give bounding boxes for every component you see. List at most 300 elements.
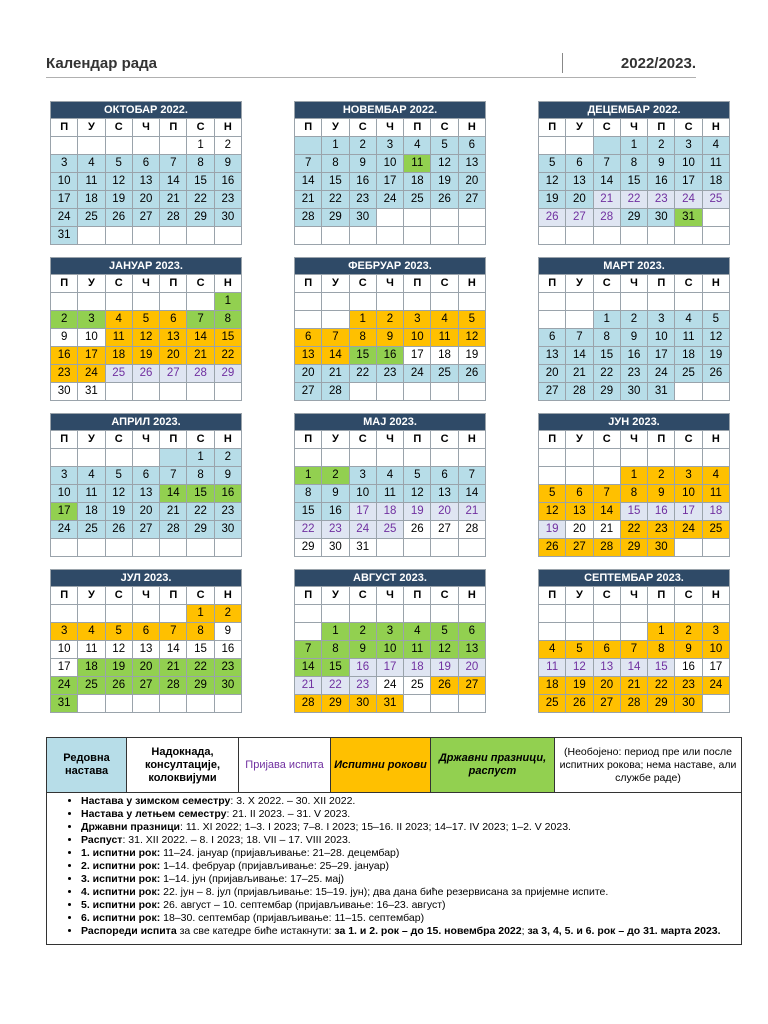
month-title: АПРИЛ 2023. — [51, 414, 242, 431]
day-cell: 9 — [214, 155, 241, 173]
weekday-header: У — [566, 431, 593, 449]
day-cell: 21 — [160, 503, 187, 521]
day-cell: 26 — [431, 677, 458, 695]
note-text: : 3. X 2022. – 30. XII 2022. — [230, 795, 356, 807]
day-cell — [404, 605, 431, 623]
day-cell: 9 — [51, 329, 78, 347]
day-cell: 29 — [648, 695, 675, 713]
day-cell: 26 — [105, 521, 132, 539]
day-cell: 4 — [78, 155, 105, 173]
day-cell — [295, 227, 322, 245]
day-cell: 13 — [593, 659, 620, 677]
weekday-header: П — [648, 431, 675, 449]
day-cell: 23 — [620, 365, 647, 383]
day-cell: 5 — [539, 155, 566, 173]
day-cell: 15 — [593, 347, 620, 365]
day-cell — [539, 137, 566, 155]
day-cell — [78, 695, 105, 713]
weekday-header: П — [539, 431, 566, 449]
day-cell — [404, 293, 431, 311]
day-cell: 21 — [187, 347, 214, 365]
day-cell: 27 — [593, 695, 620, 713]
month-calendar — [50, 569, 242, 713]
day-cell: 30 — [51, 383, 78, 401]
weekday-header: П — [160, 275, 187, 293]
day-cell: 12 — [458, 329, 485, 347]
note-text: : 21. II 2023. – 31. V 2023. — [226, 808, 351, 820]
day-cell: 6 — [566, 485, 593, 503]
day-cell: 5 — [458, 311, 485, 329]
note-text: ; — [521, 925, 528, 937]
day-cell — [404, 539, 431, 557]
month-calendar — [294, 569, 486, 713]
day-cell: 10 — [702, 641, 729, 659]
day-cell: 2 — [214, 605, 241, 623]
day-cell: 21 — [566, 365, 593, 383]
day-cell: 13 — [132, 641, 159, 659]
day-cell: 31 — [78, 383, 105, 401]
day-cell: 27 — [132, 677, 159, 695]
day-cell: 22 — [620, 521, 647, 539]
day-cell: 30 — [214, 677, 241, 695]
day-cell: 7 — [160, 467, 187, 485]
note-label: 4. испитни рок: — [81, 886, 161, 898]
weekday-header: С — [105, 119, 132, 137]
day-cell — [322, 293, 349, 311]
day-cell: 16 — [349, 173, 376, 191]
weekday-header: Н — [214, 119, 241, 137]
weekday-header: П — [539, 275, 566, 293]
day-cell: 1 — [322, 137, 349, 155]
day-cell — [349, 449, 376, 467]
day-cell — [675, 293, 702, 311]
day-cell: 1 — [187, 449, 214, 467]
day-cell: 26 — [566, 695, 593, 713]
month-calendar — [538, 257, 730, 401]
day-cell — [458, 383, 485, 401]
day-cell — [132, 449, 159, 467]
day-cell: 27 — [160, 365, 187, 383]
day-cell: 8 — [322, 641, 349, 659]
day-cell: 22 — [295, 521, 322, 539]
day-cell: 7 — [566, 329, 593, 347]
day-cell: 1 — [593, 311, 620, 329]
day-cell: 14 — [187, 329, 214, 347]
day-cell: 17 — [376, 659, 403, 677]
day-cell — [160, 539, 187, 557]
day-cell — [404, 449, 431, 467]
day-cell: 22 — [322, 677, 349, 695]
day-cell: 4 — [702, 467, 729, 485]
legend-makeup: Надокнада, консултације, колоквијуми — [127, 738, 239, 793]
day-cell: 11 — [78, 173, 105, 191]
day-cell: 24 — [702, 677, 729, 695]
day-cell — [187, 539, 214, 557]
day-cell: 10 — [51, 485, 78, 503]
day-cell: 19 — [132, 347, 159, 365]
weekday-header: П — [295, 275, 322, 293]
day-cell — [295, 311, 322, 329]
day-cell: 3 — [675, 137, 702, 155]
day-cell — [593, 449, 620, 467]
weekday-header: Ч — [620, 119, 647, 137]
day-cell: 23 — [648, 191, 675, 209]
day-cell: 6 — [132, 155, 159, 173]
day-cell: 9 — [620, 329, 647, 347]
day-cell: 9 — [322, 485, 349, 503]
legend-registration: Пријава испита — [239, 738, 331, 793]
weekday-header: С — [349, 119, 376, 137]
weekday-header: С — [675, 431, 702, 449]
day-cell: 30 — [214, 209, 241, 227]
day-cell: 23 — [648, 521, 675, 539]
day-cell — [620, 623, 647, 641]
day-cell — [214, 227, 241, 245]
day-cell: 12 — [105, 641, 132, 659]
day-cell — [620, 605, 647, 623]
day-cell: 21 — [160, 191, 187, 209]
month-title: МАРТ 2023. — [539, 258, 730, 275]
day-cell: 30 — [620, 383, 647, 401]
day-cell: 13 — [539, 347, 566, 365]
day-cell: 29 — [214, 365, 241, 383]
weekday-header: П — [51, 275, 78, 293]
day-cell: 25 — [702, 521, 729, 539]
day-cell: 25 — [404, 191, 431, 209]
day-cell: 20 — [132, 191, 159, 209]
day-cell: 15 — [322, 659, 349, 677]
day-cell — [105, 293, 132, 311]
day-cell: 25 — [78, 677, 105, 695]
day-cell: 8 — [620, 485, 647, 503]
day-cell — [593, 605, 620, 623]
day-cell: 30 — [648, 209, 675, 227]
day-cell: 13 — [132, 173, 159, 191]
day-cell — [675, 383, 702, 401]
day-cell — [566, 227, 593, 245]
note-text: : 11. XI 2022; 1–3. I 2023; 7–8. I 2023; 15–16. II 2023; 14–17. IV 2023; 1–2. V 2023. — [180, 821, 571, 833]
day-cell: 29 — [322, 209, 349, 227]
note-text: 11–24. јануар (пријављивање: 21–28. децембар) — [160, 847, 400, 859]
weekday-header: П — [404, 119, 431, 137]
day-cell: 14 — [160, 173, 187, 191]
day-cell: 3 — [51, 155, 78, 173]
weekday-header: У — [566, 119, 593, 137]
day-cell: 21 — [458, 503, 485, 521]
day-cell: 12 — [702, 329, 729, 347]
day-cell — [105, 137, 132, 155]
weekday-header: Н — [702, 119, 729, 137]
day-cell: 5 — [431, 137, 458, 155]
weekday-header: У — [322, 587, 349, 605]
weekday-header: П — [51, 431, 78, 449]
day-cell — [539, 467, 566, 485]
day-cell: 23 — [51, 365, 78, 383]
weekday-header: С — [349, 431, 376, 449]
day-cell: 28 — [458, 521, 485, 539]
note-item — [81, 808, 737, 821]
day-cell: 29 — [295, 539, 322, 557]
day-cell: 5 — [132, 311, 159, 329]
day-cell: 4 — [702, 137, 729, 155]
day-cell: 10 — [404, 329, 431, 347]
day-cell: 10 — [51, 641, 78, 659]
day-cell: 7 — [295, 641, 322, 659]
month-title: СЕПТЕМБАР 2023. — [539, 570, 730, 587]
day-cell: 26 — [132, 365, 159, 383]
day-cell: 5 — [105, 155, 132, 173]
day-cell: 15 — [322, 173, 349, 191]
day-cell: 12 — [132, 329, 159, 347]
day-cell — [566, 449, 593, 467]
day-cell: 11 — [431, 329, 458, 347]
day-cell: 30 — [648, 539, 675, 557]
day-cell: 13 — [566, 173, 593, 191]
month-title: НОВЕМБАР 2022. — [295, 102, 486, 119]
note-text: 1–14. фебруар (пријављивање: 25–29. јануар) — [160, 860, 389, 872]
day-cell — [132, 227, 159, 245]
day-cell: 8 — [214, 311, 241, 329]
day-cell — [702, 383, 729, 401]
day-cell: 23 — [675, 677, 702, 695]
weekday-header: С — [187, 119, 214, 137]
weekday-header: С — [105, 275, 132, 293]
day-cell — [132, 539, 159, 557]
day-cell: 25 — [376, 521, 403, 539]
day-cell — [648, 605, 675, 623]
day-cell: 18 — [78, 503, 105, 521]
day-cell: 16 — [51, 347, 78, 365]
day-cell: 18 — [404, 173, 431, 191]
day-cell: 27 — [458, 191, 485, 209]
day-cell: 15 — [620, 173, 647, 191]
day-cell: 2 — [349, 137, 376, 155]
day-cell — [593, 137, 620, 155]
day-cell — [648, 227, 675, 245]
day-cell — [295, 137, 322, 155]
day-cell — [105, 539, 132, 557]
day-cell: 7 — [160, 623, 187, 641]
day-cell — [458, 695, 485, 713]
day-cell: 8 — [349, 329, 376, 347]
day-cell: 3 — [648, 311, 675, 329]
month-title: ЈАНУАР 2023. — [51, 258, 242, 275]
day-cell: 22 — [187, 503, 214, 521]
day-cell — [51, 605, 78, 623]
weekday-header: Н — [458, 275, 485, 293]
day-cell — [431, 227, 458, 245]
month-calendar — [50, 101, 242, 245]
day-cell: 6 — [458, 623, 485, 641]
day-cell: 5 — [431, 623, 458, 641]
day-cell — [539, 311, 566, 329]
month-calendar — [294, 257, 486, 401]
weekday-header: П — [51, 119, 78, 137]
day-cell: 13 — [160, 329, 187, 347]
month-calendar — [50, 257, 242, 401]
day-cell: 14 — [566, 347, 593, 365]
note-label: 6. испитни рок: — [81, 912, 161, 924]
day-cell — [566, 467, 593, 485]
day-cell: 3 — [376, 623, 403, 641]
note-text: 18–30. септембар (пријављивање: 11–15. септембар) — [160, 912, 425, 924]
day-cell — [566, 605, 593, 623]
weekday-header: П — [404, 275, 431, 293]
day-cell: 6 — [566, 155, 593, 173]
day-cell: 3 — [349, 467, 376, 485]
day-cell: 18 — [431, 347, 458, 365]
day-cell: 9 — [214, 623, 241, 641]
day-cell — [295, 293, 322, 311]
day-cell: 2 — [51, 311, 78, 329]
day-cell: 10 — [349, 485, 376, 503]
weekday-header: П — [648, 119, 675, 137]
day-cell: 10 — [675, 155, 702, 173]
day-cell — [539, 227, 566, 245]
day-cell — [376, 209, 403, 227]
day-cell: 22 — [322, 191, 349, 209]
day-cell: 7 — [322, 329, 349, 347]
day-cell: 18 — [78, 659, 105, 677]
day-cell: 20 — [458, 659, 485, 677]
note-text: 26. август – 10. септембар (пријављивање: 16–23. август) — [160, 899, 446, 911]
day-cell: 22 — [187, 191, 214, 209]
weekday-header: П — [539, 119, 566, 137]
day-cell — [431, 449, 458, 467]
day-cell: 4 — [105, 311, 132, 329]
note-label: за 1. и 2. рок – до 15. новембра 2022 — [334, 925, 522, 937]
note-item — [81, 899, 737, 912]
day-cell: 30 — [675, 695, 702, 713]
day-cell: 23 — [349, 677, 376, 695]
day-cell: 25 — [539, 695, 566, 713]
day-cell: 14 — [295, 173, 322, 191]
day-cell: 20 — [295, 365, 322, 383]
day-cell: 3 — [78, 311, 105, 329]
month-title: МАЈ 2023. — [295, 414, 486, 431]
weekday-header: Н — [214, 275, 241, 293]
day-cell — [295, 449, 322, 467]
month-calendar — [294, 101, 486, 245]
day-cell: 29 — [620, 209, 647, 227]
note-label: за 3, 4, 5. и 6. рок – до 31. марта 2023. — [527, 925, 721, 937]
day-cell: 16 — [214, 173, 241, 191]
day-cell: 25 — [431, 365, 458, 383]
day-cell — [160, 137, 187, 155]
day-cell: 22 — [214, 347, 241, 365]
day-cell: 3 — [675, 467, 702, 485]
month-title: ФЕБРУАР 2023. — [295, 258, 486, 275]
day-cell: 21 — [593, 191, 620, 209]
day-cell: 26 — [105, 677, 132, 695]
weekday-header: С — [675, 275, 702, 293]
legend-other: (Необојено: период пре или после испитних рокова; нема наставе, али службе раде) — [555, 738, 742, 793]
day-cell: 11 — [376, 485, 403, 503]
day-cell: 29 — [593, 383, 620, 401]
note-text: за све катедре биће истакнути: — [176, 925, 335, 937]
weekday-header: Н — [702, 587, 729, 605]
day-cell — [593, 293, 620, 311]
day-cell: 16 — [648, 503, 675, 521]
day-cell: 2 — [648, 137, 675, 155]
day-cell: 23 — [322, 521, 349, 539]
day-cell — [431, 293, 458, 311]
day-cell: 11 — [702, 485, 729, 503]
day-cell — [132, 137, 159, 155]
weekday-header: Н — [702, 431, 729, 449]
day-cell: 24 — [376, 191, 403, 209]
day-cell — [51, 449, 78, 467]
day-cell: 24 — [648, 365, 675, 383]
weekday-header: Н — [702, 275, 729, 293]
day-cell — [132, 605, 159, 623]
day-cell: 28 — [187, 365, 214, 383]
day-cell: 30 — [322, 539, 349, 557]
day-cell: 1 — [187, 605, 214, 623]
day-cell: 5 — [404, 467, 431, 485]
day-cell: 12 — [566, 659, 593, 677]
note-item — [81, 912, 737, 925]
day-cell — [51, 293, 78, 311]
day-cell: 29 — [187, 521, 214, 539]
day-cell — [539, 449, 566, 467]
day-cell: 3 — [404, 311, 431, 329]
day-cell: 24 — [51, 521, 78, 539]
day-cell: 18 — [702, 503, 729, 521]
day-cell: 13 — [566, 503, 593, 521]
day-cell: 20 — [160, 347, 187, 365]
day-cell: 6 — [295, 329, 322, 347]
day-cell: 19 — [105, 659, 132, 677]
weekday-header: Ч — [376, 275, 403, 293]
day-cell — [78, 293, 105, 311]
day-cell: 21 — [295, 191, 322, 209]
day-cell: 9 — [349, 641, 376, 659]
notes-list — [51, 795, 737, 938]
day-cell: 24 — [51, 209, 78, 227]
day-cell: 21 — [160, 659, 187, 677]
day-cell: 24 — [349, 521, 376, 539]
day-cell — [431, 539, 458, 557]
day-cell — [431, 605, 458, 623]
note-text: 22. јун – 8. јул (пријављивање: 15–19. јун); два дана биће резервисана за пријемне испите. — [160, 886, 609, 898]
day-cell: 31 — [51, 227, 78, 245]
day-cell: 31 — [675, 209, 702, 227]
day-cell: 19 — [539, 191, 566, 209]
day-cell: 8 — [620, 155, 647, 173]
month-calendar — [294, 413, 486, 557]
weekday-header: Н — [458, 119, 485, 137]
day-cell — [349, 383, 376, 401]
day-cell — [105, 227, 132, 245]
day-cell — [675, 539, 702, 557]
day-cell — [187, 695, 214, 713]
day-cell — [160, 293, 187, 311]
legend-regular: Редовна настава — [47, 738, 127, 793]
day-cell: 15 — [214, 329, 241, 347]
day-cell — [702, 293, 729, 311]
day-cell — [593, 623, 620, 641]
day-cell: 2 — [648, 467, 675, 485]
day-cell: 17 — [376, 173, 403, 191]
weekday-header: Ч — [376, 119, 403, 137]
day-cell — [702, 227, 729, 245]
day-cell: 27 — [566, 209, 593, 227]
day-cell: 18 — [702, 173, 729, 191]
day-cell — [78, 605, 105, 623]
academic-year: 2022/2023. — [620, 55, 696, 72]
day-cell — [78, 539, 105, 557]
